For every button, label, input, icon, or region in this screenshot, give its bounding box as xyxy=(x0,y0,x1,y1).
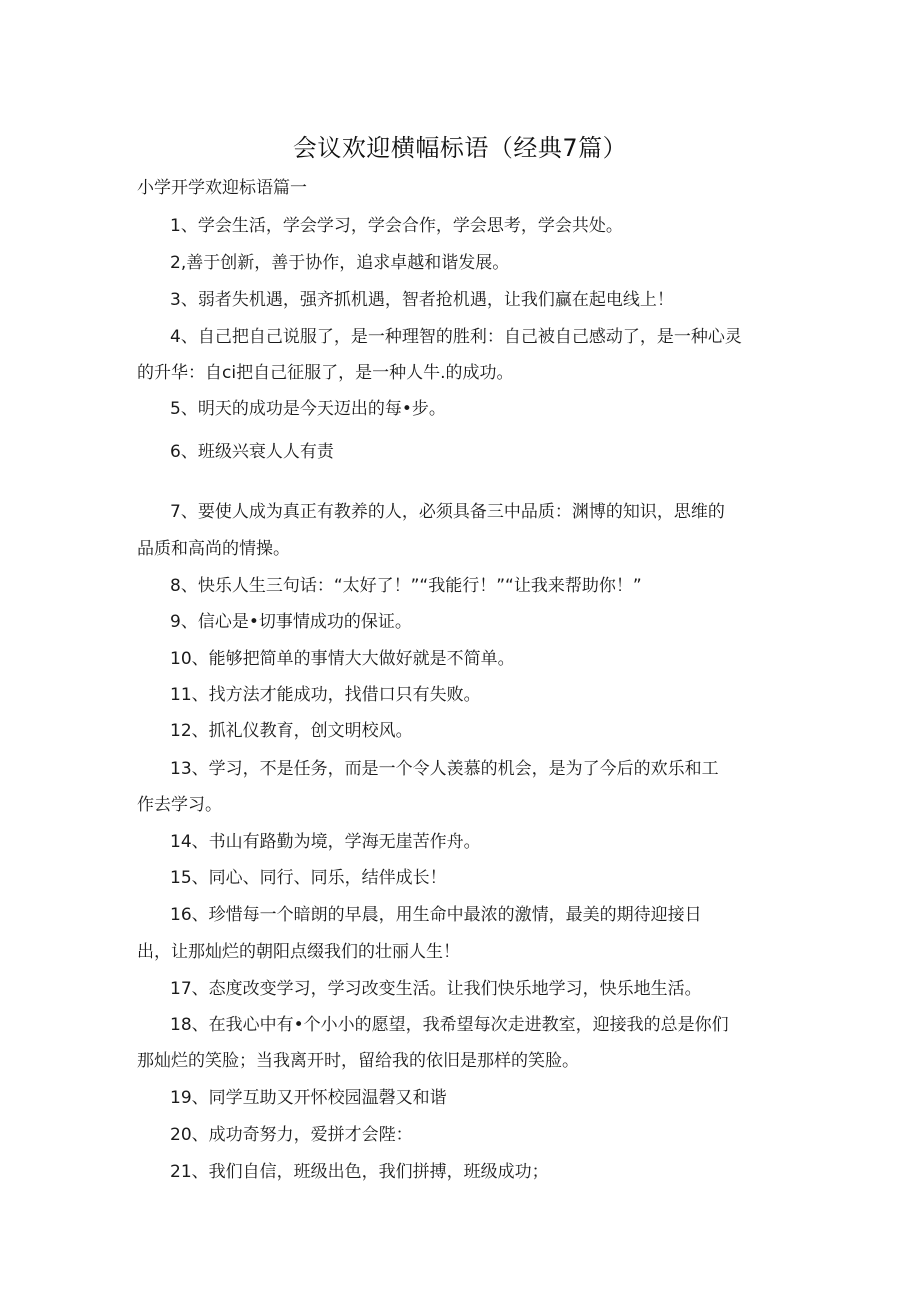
slogan-line-19: 19、同学互助又开怀校园温磬又和谐 xyxy=(170,1088,447,1108)
slogan-line-4-cont: 的升华：自ci把自己征服了，是一种人牛.的成功。 xyxy=(137,363,514,383)
slogan-line-13-cont: 作去学习。 xyxy=(137,795,222,815)
slogan-line-17: 17、态度改变学习，学习改变生活。让我们快乐地学习，快乐地生活。 xyxy=(170,979,702,999)
slogan-line-2: 2,善于创新，善于协作，追求卓越和谐发展。 xyxy=(170,253,510,273)
slogan-line-4: 4、自己把自己说服了，是一种理智的胜利：自己被自己感动了，是一种心灵 xyxy=(170,327,742,347)
slogan-line-7-cont: 品质和高尚的情操。 xyxy=(137,539,290,559)
slogan-line-1: 1、学会生活，学会学习，学会合作，学会思考，学会共处。 xyxy=(170,216,623,236)
slogan-line-7: 7、要使人成为真正有教养的人，必须具备三中品质：渊博的知识，思维的 xyxy=(170,502,725,522)
slogan-line-18-cont: 那灿烂的笑脸；当我离开时，留给我的依旧是那样的笑脸。 xyxy=(137,1051,579,1071)
slogan-line-5: 5、明天的成功是今天迈出的每•步。 xyxy=(170,399,446,419)
slogan-line-20: 20、成功奇努力，爱拼才会陛： xyxy=(170,1125,413,1145)
document-title: 会议欢迎横幅标语（经典7篇） xyxy=(292,134,628,162)
slogan-line-15: 15、同心、同行、同乐，结伴成长！ xyxy=(170,868,447,888)
slogan-line-14: 14、书山有路勤为境，学海无崖苦作舟。 xyxy=(170,832,481,852)
slogan-line-18: 18、在我心中有•个小小的愿望，我希望每次走进教室，迎接我的总是你们 xyxy=(170,1015,729,1035)
slogan-line-13: 13、学习，不是任务，而是一个令人羡慕的机会，是为了今后的欢乐和工 xyxy=(170,759,719,779)
slogan-line-11: 11、找方法才能成功，找借口只有失败。 xyxy=(170,685,481,705)
slogan-line-16-cont: 出，让那灿烂的朝阳点缀我们的壮丽人生！ xyxy=(137,942,460,962)
slogan-line-6: 6、班级兴衰人人有责 xyxy=(170,442,334,462)
slogan-line-8: 8、快乐人生三句话：“太好了！”“我能行！”“让我来帮助你！” xyxy=(170,576,642,596)
section-heading: 小学开学欢迎标语篇一 xyxy=(137,178,307,198)
slogan-line-16: 16、珍惜每一个暗朗的早晨，用生命中最浓的激情，最美的期待迎接日 xyxy=(170,905,702,925)
slogan-line-21: 21、我们自信，班级出色，我们拼搏，班级成功； xyxy=(170,1162,549,1182)
slogan-line-10: 10、能够把简单的事情大大做好就是不简单。 xyxy=(170,649,515,669)
slogan-line-12: 12、抓礼仪教育，创文明校风。 xyxy=(170,721,413,741)
slogan-line-3: 3、弱者失机遇，强齐抓机遇，智者抢机遇，让我们赢在起电线上！ xyxy=(170,290,674,310)
slogan-line-9: 9、信心是•切事情成功的保证。 xyxy=(170,612,412,632)
